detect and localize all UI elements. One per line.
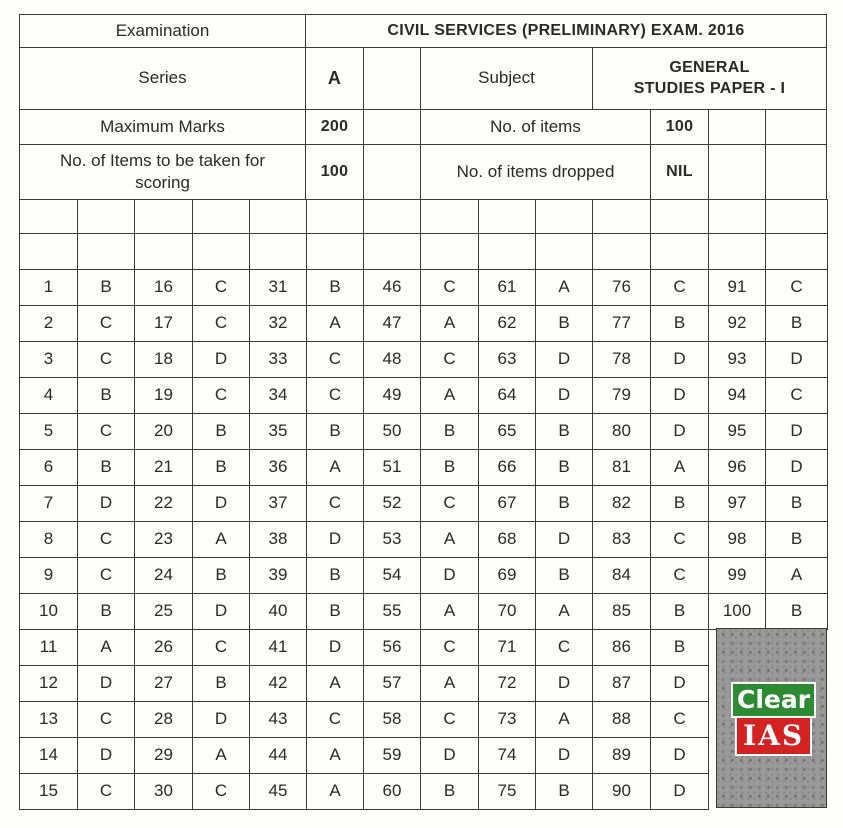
question-number: 45 xyxy=(249,773,307,810)
series-blank xyxy=(363,47,421,110)
answer-option: B xyxy=(306,413,364,450)
answer-option: B xyxy=(765,521,828,558)
answer-option: A xyxy=(765,557,828,594)
question-number: 73 xyxy=(478,701,536,738)
question-number: 34 xyxy=(249,377,307,414)
question-number: 80 xyxy=(592,413,651,450)
answer-option: D xyxy=(192,593,250,630)
answer-option: D xyxy=(420,737,479,774)
items-blank-1 xyxy=(708,109,766,145)
question-number: 28 xyxy=(134,701,193,738)
question-number: 56 xyxy=(363,629,421,666)
answer-option: A xyxy=(420,665,479,702)
question-number: 61 xyxy=(478,269,536,306)
question-number: 32 xyxy=(249,305,307,342)
answer-option: D xyxy=(765,413,828,450)
answer-option: A xyxy=(306,305,364,342)
question-number: 13 xyxy=(19,701,78,738)
answer-option: C xyxy=(306,701,364,738)
subject-label: Subject xyxy=(420,47,593,110)
max-marks-blank xyxy=(363,109,421,145)
answer-option: D xyxy=(650,377,709,414)
question-number: 29 xyxy=(134,737,193,774)
question-number: 71 xyxy=(478,629,536,666)
question-number: 10 xyxy=(19,593,78,630)
question-number: 54 xyxy=(363,557,421,594)
question-number: 69 xyxy=(478,557,536,594)
answer-option: D xyxy=(192,485,250,522)
blank-cell xyxy=(650,233,709,270)
question-number: 38 xyxy=(249,521,307,558)
question-number: 92 xyxy=(708,305,766,342)
question-number: 89 xyxy=(592,737,651,774)
logo-line-2: IAS xyxy=(735,718,812,756)
answer-option: D xyxy=(650,737,709,774)
blank-cell xyxy=(249,199,307,234)
question-number: 51 xyxy=(363,449,421,486)
question-number: 19 xyxy=(134,377,193,414)
answer-option: B xyxy=(535,773,593,810)
question-number: 98 xyxy=(708,521,766,558)
answer-option: B xyxy=(77,593,135,630)
answer-option: C xyxy=(535,629,593,666)
question-number: 46 xyxy=(363,269,421,306)
question-number: 83 xyxy=(592,521,651,558)
question-number: 43 xyxy=(249,701,307,738)
question-number: 58 xyxy=(363,701,421,738)
question-number: 48 xyxy=(363,341,421,378)
answer-option: C xyxy=(77,701,135,738)
answer-option: B xyxy=(77,449,135,486)
question-number: 35 xyxy=(249,413,307,450)
question-number: 7 xyxy=(19,485,78,522)
blank-cell xyxy=(478,233,536,270)
answer-option: A xyxy=(306,773,364,810)
answer-option: D xyxy=(765,341,828,378)
question-number: 30 xyxy=(134,773,193,810)
answer-option: B xyxy=(192,557,250,594)
question-number: 62 xyxy=(478,305,536,342)
question-number: 37 xyxy=(249,485,307,522)
answer-option: B xyxy=(535,449,593,486)
answer-option: C xyxy=(192,305,250,342)
blank-cell xyxy=(19,199,78,234)
answer-option: A xyxy=(535,593,593,630)
question-number: 2 xyxy=(19,305,78,342)
question-number: 79 xyxy=(592,377,651,414)
question-number: 99 xyxy=(708,557,766,594)
question-number: 4 xyxy=(19,377,78,414)
series-value: A xyxy=(305,47,364,110)
question-number: 41 xyxy=(249,629,307,666)
clear-ias-logo xyxy=(731,682,816,756)
blank-cell xyxy=(134,199,193,234)
question-number: 93 xyxy=(708,341,766,378)
answer-option: A xyxy=(306,449,364,486)
question-number: 84 xyxy=(592,557,651,594)
question-number: 39 xyxy=(249,557,307,594)
question-number: 57 xyxy=(363,665,421,702)
answer-option: B xyxy=(535,305,593,342)
answer-option: D xyxy=(77,485,135,522)
question-number: 17 xyxy=(134,305,193,342)
answer-option: C xyxy=(420,629,479,666)
question-number: 88 xyxy=(592,701,651,738)
question-number: 23 xyxy=(134,521,193,558)
blank-cell xyxy=(420,233,479,270)
answer-option: B xyxy=(420,413,479,450)
answer-option: B xyxy=(535,413,593,450)
question-number: 96 xyxy=(708,449,766,486)
logo-line-1: Clear xyxy=(731,682,816,718)
answer-option: D xyxy=(650,665,709,702)
answer-option: A xyxy=(77,629,135,666)
answer-option: D xyxy=(306,629,364,666)
question-number: 3 xyxy=(19,341,78,378)
answer-option: D xyxy=(535,665,593,702)
answer-option: B xyxy=(192,449,250,486)
answer-option: D xyxy=(535,521,593,558)
question-number: 72 xyxy=(478,665,536,702)
answer-option: A xyxy=(420,593,479,630)
question-number: 53 xyxy=(363,521,421,558)
question-number: 21 xyxy=(134,449,193,486)
question-number: 33 xyxy=(249,341,307,378)
question-number: 66 xyxy=(478,449,536,486)
question-number: 18 xyxy=(134,341,193,378)
answer-option: A xyxy=(535,269,593,306)
blank-cell xyxy=(77,233,135,270)
scoring-blank xyxy=(363,144,421,200)
blank-cell xyxy=(134,233,193,270)
answer-option: D xyxy=(650,773,709,810)
answer-option: C xyxy=(306,377,364,414)
question-number: 97 xyxy=(708,485,766,522)
question-number: 36 xyxy=(249,449,307,486)
answer-option: D xyxy=(650,341,709,378)
question-number: 26 xyxy=(134,629,193,666)
blank-cell xyxy=(363,199,421,234)
question-number: 44 xyxy=(249,737,307,774)
answer-option: A xyxy=(420,305,479,342)
answer-option: B xyxy=(535,557,593,594)
question-number: 40 xyxy=(249,593,307,630)
answer-option: C xyxy=(420,269,479,306)
question-number: 74 xyxy=(478,737,536,774)
question-number: 24 xyxy=(134,557,193,594)
question-number: 91 xyxy=(708,269,766,306)
question-number: 8 xyxy=(19,521,78,558)
question-number: 50 xyxy=(363,413,421,450)
question-number: 82 xyxy=(592,485,651,522)
blank-cell xyxy=(592,233,651,270)
answer-option: B xyxy=(306,557,364,594)
answer-option: B xyxy=(306,593,364,630)
question-number: 22 xyxy=(134,485,193,522)
question-number: 85 xyxy=(592,593,651,630)
answer-option: D xyxy=(765,449,828,486)
blank-cell xyxy=(765,233,828,270)
dropped-blank-2 xyxy=(765,144,827,200)
question-number: 49 xyxy=(363,377,421,414)
answer-option: C xyxy=(192,629,250,666)
answer-key-sheet xyxy=(19,14,827,808)
answer-option: C xyxy=(650,521,709,558)
blank-cell xyxy=(478,199,536,234)
question-number: 77 xyxy=(592,305,651,342)
items-label: No. of items xyxy=(420,109,651,145)
question-number: 70 xyxy=(478,593,536,630)
question-number: 25 xyxy=(134,593,193,630)
question-number: 68 xyxy=(478,521,536,558)
series-label: Series xyxy=(19,47,306,110)
answer-option: D xyxy=(650,413,709,450)
answer-option: D xyxy=(192,341,250,378)
answer-option: C xyxy=(77,341,135,378)
answer-option: B xyxy=(765,305,828,342)
question-number: 78 xyxy=(592,341,651,378)
scoring-value: 100 xyxy=(305,144,364,200)
answer-option: C xyxy=(77,773,135,810)
blank-cell xyxy=(535,199,593,234)
answer-option: A xyxy=(650,449,709,486)
blank-cell xyxy=(363,233,421,270)
blank-cell xyxy=(535,233,593,270)
answer-option: C xyxy=(765,269,828,306)
answer-option: C xyxy=(77,557,135,594)
items-value: 100 xyxy=(650,109,709,145)
answer-option: C xyxy=(650,701,709,738)
question-number: 47 xyxy=(363,305,421,342)
question-number: 9 xyxy=(19,557,78,594)
answer-option: C xyxy=(192,773,250,810)
answer-option: B xyxy=(650,629,709,666)
answer-option: A xyxy=(192,521,250,558)
answer-option: C xyxy=(420,341,479,378)
answer-option: B xyxy=(650,593,709,630)
question-number: 55 xyxy=(363,593,421,630)
question-number: 90 xyxy=(592,773,651,810)
question-number: 27 xyxy=(134,665,193,702)
question-number: 52 xyxy=(363,485,421,522)
answer-option: A xyxy=(535,701,593,738)
question-number: 76 xyxy=(592,269,651,306)
blank-cell xyxy=(19,233,78,270)
answer-option: A xyxy=(420,377,479,414)
answer-option: B xyxy=(77,377,135,414)
answer-option: C xyxy=(192,269,250,306)
blank-cell xyxy=(708,233,766,270)
question-number: 65 xyxy=(478,413,536,450)
blank-cell xyxy=(77,199,135,234)
answer-option: B xyxy=(192,665,250,702)
answer-option: D xyxy=(535,377,593,414)
answer-option: C xyxy=(192,377,250,414)
blank-cell xyxy=(306,199,364,234)
answer-option: D xyxy=(535,341,593,378)
question-number: 15 xyxy=(19,773,78,810)
blank-cell xyxy=(249,233,307,270)
answer-option: B xyxy=(306,269,364,306)
scoring-label: No. of Items to be taken for scoring xyxy=(19,144,306,200)
answer-option: C xyxy=(650,557,709,594)
question-number: 60 xyxy=(363,773,421,810)
answer-option: D xyxy=(420,557,479,594)
blank-cell xyxy=(592,199,651,234)
blank-cell xyxy=(192,199,250,234)
question-number: 12 xyxy=(19,665,78,702)
question-number: 14 xyxy=(19,737,78,774)
answer-option: B xyxy=(650,485,709,522)
blank-cell xyxy=(192,233,250,270)
answer-option: D xyxy=(535,737,593,774)
answer-option: B xyxy=(192,413,250,450)
answer-option: D xyxy=(306,521,364,558)
answer-option: B xyxy=(77,269,135,306)
blank-cell xyxy=(708,199,766,234)
dropped-value: NIL xyxy=(650,144,709,200)
blank-cell xyxy=(306,233,364,270)
dropped-blank-1 xyxy=(708,144,766,200)
examination-label: Examination xyxy=(19,14,306,48)
exam-title: CIVIL SERVICES (PRELIMINARY) EXAM. 2016 xyxy=(305,14,827,48)
question-number: 94 xyxy=(708,377,766,414)
question-number: 31 xyxy=(249,269,307,306)
question-number: 63 xyxy=(478,341,536,378)
answer-option: C xyxy=(306,341,364,378)
max-marks-value: 200 xyxy=(305,109,364,145)
answer-option: A xyxy=(192,737,250,774)
blank-cell xyxy=(420,199,479,234)
question-number: 42 xyxy=(249,665,307,702)
question-number: 75 xyxy=(478,773,536,810)
subject-value: GENERAL STUDIES PAPER - I xyxy=(592,47,827,110)
blank-cell xyxy=(765,199,828,234)
question-number: 67 xyxy=(478,485,536,522)
answer-option: B xyxy=(765,593,828,630)
question-number: 1 xyxy=(19,269,78,306)
answer-option: C xyxy=(77,521,135,558)
answer-option: D xyxy=(192,701,250,738)
question-number: 5 xyxy=(19,413,78,450)
question-number: 87 xyxy=(592,665,651,702)
answer-option: C xyxy=(77,305,135,342)
answer-option: B xyxy=(765,485,828,522)
answer-option: C xyxy=(765,377,828,414)
answer-option: C xyxy=(650,269,709,306)
question-number: 16 xyxy=(134,269,193,306)
answer-option: B xyxy=(535,485,593,522)
answer-option: C xyxy=(306,485,364,522)
blank-cell xyxy=(650,199,709,234)
dropped-label: No. of items dropped xyxy=(420,144,651,200)
question-number: 64 xyxy=(478,377,536,414)
question-number: 86 xyxy=(592,629,651,666)
question-number: 20 xyxy=(134,413,193,450)
answer-option: C xyxy=(420,485,479,522)
answer-option: B xyxy=(420,773,479,810)
question-number: 59 xyxy=(363,737,421,774)
answer-option: C xyxy=(77,413,135,450)
answer-option: D xyxy=(77,737,135,774)
answer-option: A xyxy=(306,665,364,702)
answer-option: B xyxy=(650,305,709,342)
answer-option: C xyxy=(420,701,479,738)
items-blank-2 xyxy=(765,109,827,145)
question-number: 100 xyxy=(708,593,766,630)
answer-option: D xyxy=(77,665,135,702)
question-number: 95 xyxy=(708,413,766,450)
question-number: 11 xyxy=(19,629,78,666)
answer-option: A xyxy=(306,737,364,774)
max-marks-label: Maximum Marks xyxy=(19,109,306,145)
question-number: 6 xyxy=(19,449,78,486)
question-number: 81 xyxy=(592,449,651,486)
answer-option: A xyxy=(420,521,479,558)
answer-option: B xyxy=(420,449,479,486)
